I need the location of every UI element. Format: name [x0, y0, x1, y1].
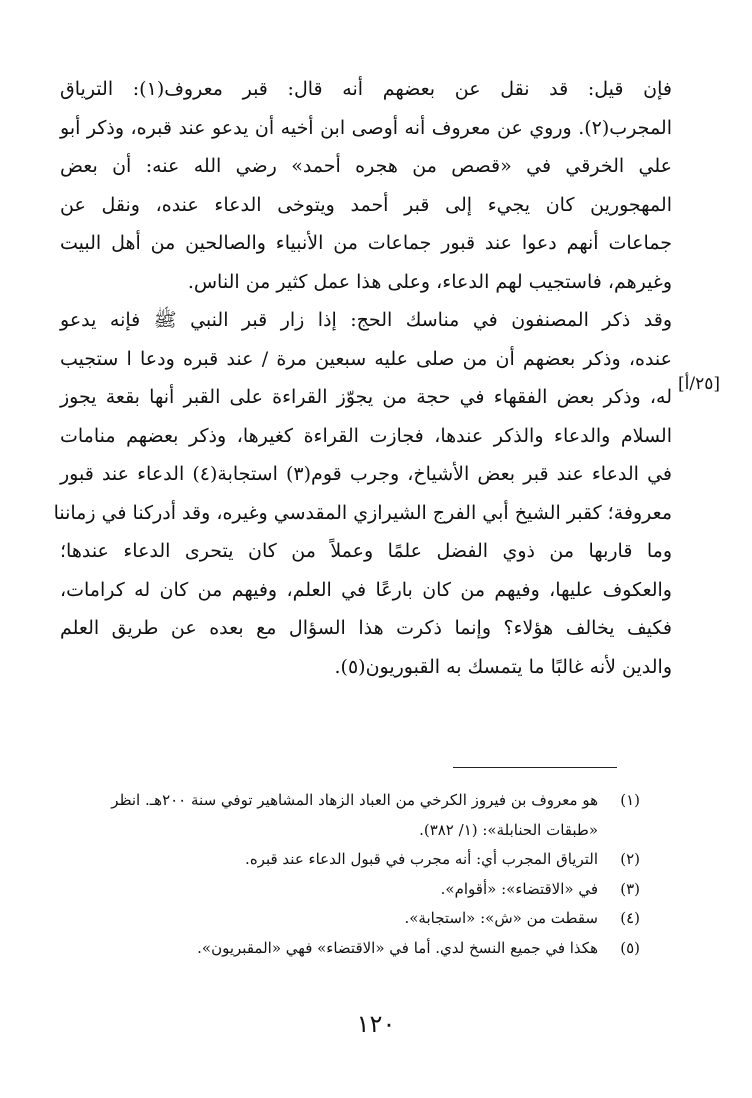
footnote-number: (٥): [620, 938, 640, 957]
text-line: المهجورين كان يجيء إلى قبر أحمد ويتوخى الدعاء عنده، ونقل عن: [60, 193, 672, 216]
footnote-text: سقطت من «ش»: «استجابة».: [404, 909, 598, 927]
footnote-number: (١): [620, 791, 640, 809]
text-line: السلام والدعاء والذكر عندها، فجازت القراءة كغيرها، وذكر بعضهم منامات: [60, 424, 672, 447]
text-line: معروفة؛ كقبر الشيخ أبي الفرج الشيرازي المقدسي وغيره، وقد أدركنا في زماننا: [53, 501, 672, 524]
text-line: في الدعاء عند قبر بعض الأشياخ، وجرب قوم(٣) استجابة(٤) الدعاء عند قبور: [60, 463, 672, 485]
text-line: علي الخرقي في «قصص من هجره أحمد» رضي الله عنه: أن بعض: [60, 155, 672, 177]
footnote: [60, 904, 640, 934]
footnote-text: هو معروف بن فيروز الكرخي من العباد الزهاد المشاهير توفي سنة ٢٠٠هـ. انظر: [111, 791, 598, 809]
footnote-text: هكذا في جميع النسخ لدي. أما في «الاقتضاء» فهي «المقبريون».: [197, 938, 598, 957]
footnote: [60, 934, 640, 964]
text-line: جماعات أنهم دعوا عند قبور جماعات من الأنبياء والصالحين من أهل البيت: [60, 232, 672, 254]
text-line: وقد ذكر المصنفون في مناسك الحج: إذا زار قبر النبي ﷺ فإنه يدعو: [60, 309, 672, 331]
footnote-number: (٢): [620, 850, 640, 868]
text-line: فإن قيل: قد نقل عن بعضهم أنه قال: قبر معروف(١): الترياق: [60, 78, 672, 100]
footnote-number: (٣): [620, 879, 640, 898]
text-line: فكيف يخالف هؤلاء؟ وإنما ذكرت هذا السؤال مع بعده عن طريق العلم: [60, 617, 672, 639]
footnote: [60, 875, 640, 905]
footnote-number: (٤): [620, 909, 640, 927]
footnotes: [60, 786, 640, 963]
page-number: ١٢٠: [356, 1010, 396, 1038]
main-text: [53, 70, 672, 686]
footnote-text-continued: «طبقات الحنابلة»: (١/ ٣٨٢).: [419, 820, 598, 839]
text-line: المجرب(٢). وروي عن معروف أنه أوصى ابن أخيه أن يدعو عند قبره، وذكر أبو: [60, 116, 672, 139]
text-line: له، وذكر بعض الفقهاء في حجة من يجوّز القراءة على القبر أنها بقعة يجوز: [60, 386, 672, 408]
manuscript-folio-marker: [٢٥/أ]: [678, 374, 720, 394]
footnote: [60, 786, 640, 816]
footnote: [60, 845, 640, 875]
footnote-text: في «الاقتضاء»: «أقوام».: [440, 879, 598, 898]
text-line: وغيرهم، فاستجيب لهم الدعاء، وعلى هذا عمل كثير من الناس.: [187, 270, 672, 293]
text-line: وما قاربها من ذوي الفضل علمًا وعملاً من كان يتحرى الدعاء عندها؛: [60, 540, 672, 562]
footnote-divider: [453, 767, 617, 768]
footnote-text: الترياق المجرب أي: أنه مجرب في قبول الدعاء عند قبره.: [245, 850, 598, 868]
text-line: والعكوف عليها، وفيهم من كان بارعًا في العلم، وفيهم من كان له كرامات،: [60, 578, 672, 601]
text-line: والدين لأنه غالبًا ما يتمسك به القبوريون(٥).: [334, 655, 672, 678]
text-line: عنده، وذكر بعضهم أن من صلى عليه سبعين مرة / عند قبره ودعا ا ستجيب: [60, 347, 672, 370]
